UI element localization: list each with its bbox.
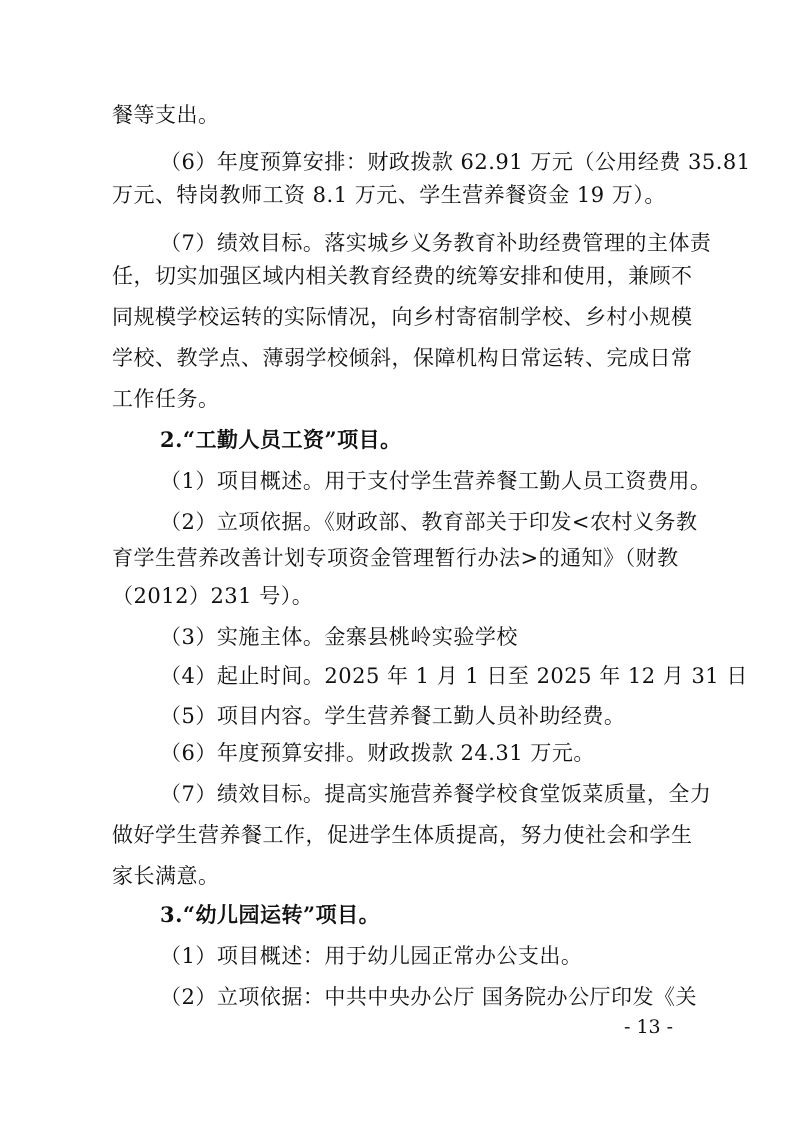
text-line: （5）项目内容。学生营养餐工勤人员补助经费。 [160,704,626,728]
text-line: 育学生营养改善计划专项资金管理暂行办法>的通知》（财教 [112,546,679,570]
text-line: （4）起止时间。2025 年 1 月 1 日至 2025 年 12 月 31 日 [160,664,748,688]
text-line: （6）年度预算安排：财政拨款 62.91 万元（公用经费 35.81 [160,150,751,174]
text-line: （1）项目概述：用于幼儿园正常办公支出。 [160,944,583,968]
text-line: （7）绩效目标。提高实施营养餐学校食堂饭菜质量，全力 [160,782,712,806]
text-line: （6）年度预算安排。财政拨款 24.31 万元。 [160,741,595,765]
text-line: 家长满意。 [112,864,220,888]
section-heading: 2.“工勤人员工资”项目。 [160,427,402,452]
text-line: 万元、特岗教师工资 8.1 万元、学生营养餐资金 19 万）。 [112,183,666,207]
text-line: 做好学生营养餐工作，促进学生体质提高，努力使社会和学生 [112,823,693,847]
text-line: （1）项目概述。用于支付学生营养餐工勤人员工资费用。 [160,469,712,493]
text-line: 同规模学校运转的实际情况，向乡村寄宿制学校、乡村小规模 [112,305,693,329]
text-line: 任，切实加强区域内相关教育经费的统筹安排和使用，兼顾不 [112,264,693,288]
text-line: 工作任务。 [112,387,220,411]
text-line: 学校、教学点、薄弱学校倾斜，保障机构日常运转、完成日常 [112,346,693,370]
text-line: （2012）231 号）。 [112,584,314,608]
section-heading: 3.“幼儿园运转”项目。 [160,902,381,927]
text-line: （2）立项依据：中共中央办公厅 国务院办公厅印发《关 [160,985,698,1009]
page-number: - 13 - [624,1016,674,1038]
text-line: 餐等支出。 [112,103,220,127]
text-line: （3）实施主体。金寨县桃岭实验学校 [160,625,518,649]
text-line: （2）立项依据。《财政部、教育部关于印发<农村义务教 [160,510,698,534]
text-line: （7）绩效目标。落实城乡义务教育补助经费管理的主体责 [160,231,712,255]
